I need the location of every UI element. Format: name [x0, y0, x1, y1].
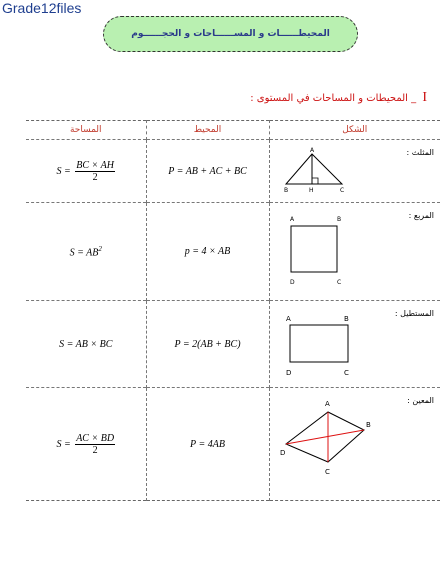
rectangle-vertex-c: C: [343, 369, 349, 377]
square-area-exponent: 2: [98, 244, 102, 253]
rhombus-label: المعين :: [407, 396, 434, 405]
triangle-vertex-h: H: [308, 187, 314, 194]
square-shape-cell: [269, 203, 440, 301]
triangle-area-prefix: S =: [56, 165, 71, 177]
square-vertex-a: A: [289, 216, 294, 223]
rectangle-perimeter-formula: P = 2(AB + BC): [146, 301, 269, 388]
triangle-perimeter-formula: P = AB + AC + BC: [146, 140, 269, 203]
rhombus-vertex-d: D: [279, 449, 285, 457]
rhombus-vertex-a: A: [324, 400, 330, 408]
rhombus-area-denominator: 2: [92, 444, 98, 456]
triangle-vertex-a: A: [309, 147, 314, 154]
rhombus-area-numerator: AC × BD: [76, 432, 115, 444]
triangle-area-numerator: BC × AH: [76, 159, 114, 171]
rectangle-shape-cell: [269, 301, 440, 388]
square-label: المربع :: [408, 211, 434, 220]
table-header-row: [26, 121, 440, 140]
triangle-label: المثلث :: [406, 148, 434, 157]
table-row-square: [26, 203, 440, 301]
rhombus-area-prefix: S =: [56, 438, 71, 450]
table-row-rhombus: [26, 388, 440, 501]
square-vertex-c: C: [336, 279, 341, 286]
rhombus-perimeter-formula: P = 4AB: [146, 388, 269, 501]
triangle-shape-cell: [269, 140, 440, 203]
square-area-base: S = AB: [69, 247, 99, 259]
triangle-vertex-b: B: [283, 187, 288, 194]
header-perimeter: المحيط: [146, 121, 269, 140]
triangle-figure: [280, 146, 360, 196]
square-vertex-b: B: [336, 216, 341, 223]
triangle-area-denominator: 2: [92, 171, 98, 183]
triangle-area-formula: [26, 140, 146, 203]
section-number: I: [422, 90, 427, 105]
square-vertex-d: D: [289, 279, 295, 286]
square-figure: [282, 212, 362, 292]
rectangle-figure: [282, 313, 362, 383]
triangle-area-fraction: [75, 160, 115, 183]
section-heading: [250, 90, 427, 106]
rectangle-area-formula: S = AB × BC: [26, 301, 146, 388]
square-perimeter-formula: p = 4 × AB: [146, 203, 269, 301]
rectangle-vertex-d: D: [285, 369, 291, 377]
header-shape: الشكل: [269, 121, 440, 140]
title-banner: المحيطــــــات و المســــــاحات و الحجــــــوم: [103, 16, 358, 52]
formula-table: [26, 120, 440, 501]
rhombus-area-fraction: [75, 433, 115, 456]
table-row-triangle: [26, 140, 440, 203]
rectangle-label: المستطيل :: [394, 309, 434, 318]
section-title: _ المحيطات و المساحات في المستوى :: [250, 93, 417, 104]
rectangle-vertex-a: A: [285, 315, 291, 323]
rhombus-vertex-b: B: [365, 421, 371, 429]
triangle-vertex-c: C: [339, 187, 344, 194]
rhombus-shape-cell: [269, 388, 440, 501]
rhombus-area-formula: [26, 388, 146, 501]
rhombus-figure: [278, 394, 373, 494]
square-area-formula: [26, 203, 146, 301]
watermark: Grade12files: [2, 0, 82, 16]
header-area: المساحة: [69, 125, 102, 135]
rhombus-vertex-c: C: [324, 468, 330, 476]
rectangle-vertex-b: B: [343, 315, 349, 323]
table-row-rectangle: [26, 301, 440, 388]
